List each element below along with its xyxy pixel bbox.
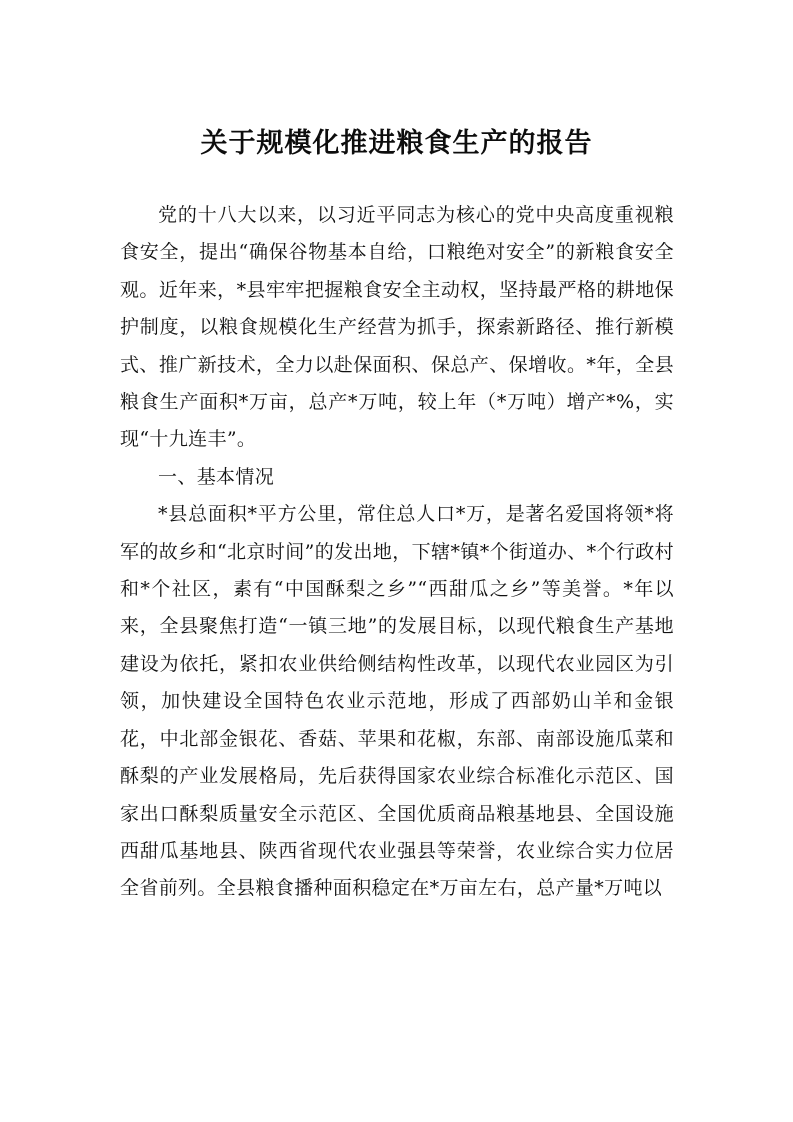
paragraph-intro: 党的十八大以来，以习近平同志为核心的党中央高度重视粮食安全，提出“确保谷物基本自给，口粮绝对安全”的新粮食安全观。近年来，*县牢牢把握粮食安全主动权，坚持最严格的耕地保护制度，以粮食规模化生产经营为抓手，探索新路径、推行新模式、推广新技术，全力以赴保面积、保总产、保增收。*年，全县粮食生产面积*万亩，总产*万吨，较上年（*万吨）增产*%，实现“十九连丰”。: [120, 204, 674, 451]
document-title: 关于规模化推进粮食生产的报告: [200, 128, 593, 159]
document-body: [120, 197, 674, 908]
section-heading-basic-situation: 一、基本情况: [158, 465, 275, 488]
paragraph-basic-situation: *县总面积*平方公里，常住总人口*万，是著名爱国将领*将军的故乡和“北京时间”的发出地，下辖*镇*个街道办、*个行政村和*个社区，素有“中国酥梨之乡”“西甜瓜之乡”等美誉。*年以来，全县聚焦打造“一镇三地”的发展目标，以现代粮食生产基地建设为依托，紧扣农业供给侧结构性改革，以现代农业园区为引领，加快建设全国特色农业示范地，形成了西部奶山羊和金银花，中北部金银花、香菇、苹果和花椒，东部、南部设施瓜菜和酥梨的产业发展格局，先后获得国家农业综合标准化示范区、国家出口酥梨质量安全示范区、全国优质商品粮基地县、全国设施西甜瓜基地县、陕西省现代农业强县等荣誉，农业综合实力位居全省前列。全县粮食播种面积稳定在*万亩左右，总产量*万吨以: [120, 503, 674, 900]
